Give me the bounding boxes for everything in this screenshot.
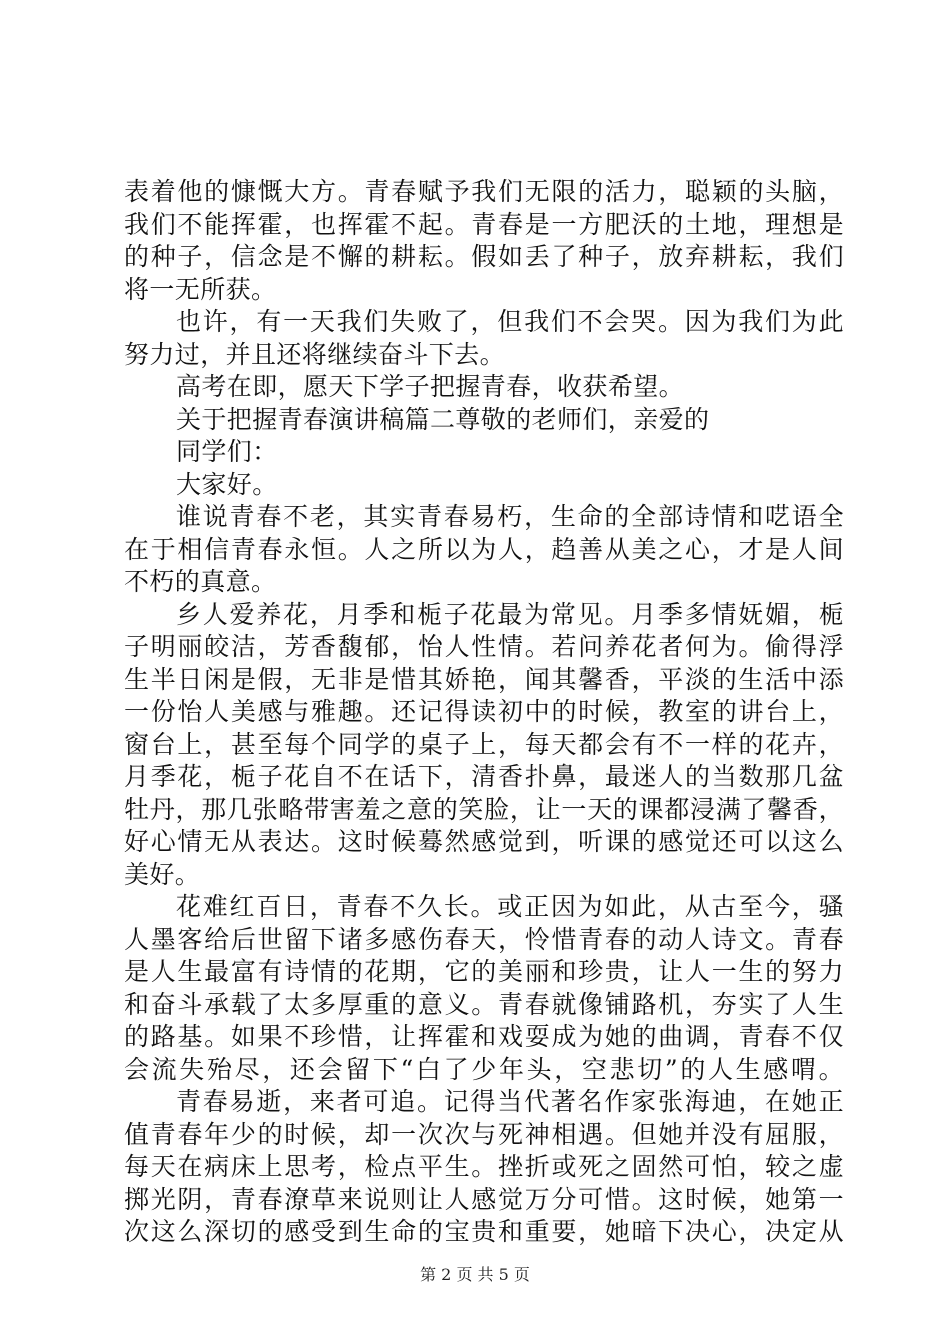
text-line: 在于相信青春永恒。人之所以为人，趋善从美之心，才是人间 — [124, 534, 844, 564]
text-line: 不朽的真意。 — [124, 567, 277, 596]
text-line: 花难红百日，青春不久长。或正因为如此，从古至今，骚 — [176, 892, 844, 921]
text-line: 月季花，栀子花自不在话下，清香扑鼻，最迷人的当数那几盆 — [124, 762, 844, 791]
text-line: 是人生最富有诗情的花期，它的美丽和珍贵，让人一生的努力 — [124, 957, 844, 986]
body-text — [124, 176, 844, 1249]
text-line: 关于把握青春演讲稿篇二尊敬的老师们，亲爱的 — [176, 404, 710, 434]
text-line: 生半日闲是假，无非是惜其娇艳，闻其馨香，平淡的生活中添 — [124, 664, 844, 694]
text-line: 会流失殆尽，还会留下“白了少年头，空悲切”的人生感喟。 — [124, 1054, 844, 1084]
text-line: 同学们： — [176, 437, 278, 466]
text-line: 牡丹，那几张略带害羞之意的笑脸，让一天的课都浸满了馨香， — [124, 794, 844, 824]
text-line: 我们不能挥霍，也挥霍不起。青春是一方肥沃的土地，理想是 — [124, 209, 844, 239]
text-line: 高考在即，愿天下学子把握青春，收获希望。 — [176, 372, 685, 401]
text-line: 窗台上，甚至每个同学的桌子上，每天都会有不一样的花卉， — [124, 729, 844, 759]
text-line: 大家好。 — [176, 469, 278, 499]
text-line: 一份怡人美感与雅趣。还记得读初中的时候，教室的讲台上， — [124, 697, 844, 726]
text-line: 掷光阴，青春潦草来说则让人感觉万分可惜。这时候，她第一 — [124, 1184, 844, 1214]
text-line: 美好。 — [124, 859, 201, 889]
text-line: 乡人爱养花，月季和栀子花最为常见。月季多情妩媚，栀 — [176, 599, 844, 629]
text-line: 也许，有一天我们失败了，但我们不会哭。因为我们为此 — [176, 307, 844, 336]
text-line: 人墨客给后世留下诸多感伤春天，怜惜青春的动人诗文。青春 — [124, 924, 844, 954]
text-line: 表着他的慷慨大方。青春赋予我们无限的活力，聪颖的头脑， — [124, 177, 844, 206]
text-line: 次这么深切的感受到生命的宝贵和重要，她暗下决心，决定从 — [124, 1217, 844, 1246]
text-line: 的种子，信念是不懈的耕耘。假如丢了种子，放弃耕耘，我们 — [124, 242, 844, 271]
text-line: 值青春年少的时候，却一次次与死神相遇。但她并没有屈服， — [124, 1119, 844, 1149]
text-line: 努力过，并且还将继续奋斗下去。 — [124, 339, 506, 369]
text-line: 和奋斗承载了太多厚重的意义。青春就像铺路机，夯实了人生 — [124, 989, 844, 1019]
text-line: 子明丽皎洁，芳香馥郁，怡人性情。若问养花者何为。偷得浮 — [124, 632, 844, 661]
page-number-footer: 第 2 页 共 5 页 — [420, 1265, 530, 1284]
text-line: 的路基。如果不珍惜，让挥霍和戏耍成为她的曲调，青春不仅 — [124, 1022, 844, 1051]
text-line: 每天在病床上思考，检点平生。挫折或死之固然可怕，较之虚 — [124, 1152, 844, 1181]
text-line: 青春易逝，来者可追。记得当代著名作家张海迪，在她正 — [176, 1087, 844, 1116]
text-line: 好心情无从表达。这时候蓦然感觉到，听课的感觉还可以这么 — [124, 827, 844, 856]
text-line: 谁说青春不老，其实青春易朽，生命的全部诗情和呓语全 — [176, 502, 844, 531]
text-line: 将一无所获。 — [124, 274, 277, 304]
